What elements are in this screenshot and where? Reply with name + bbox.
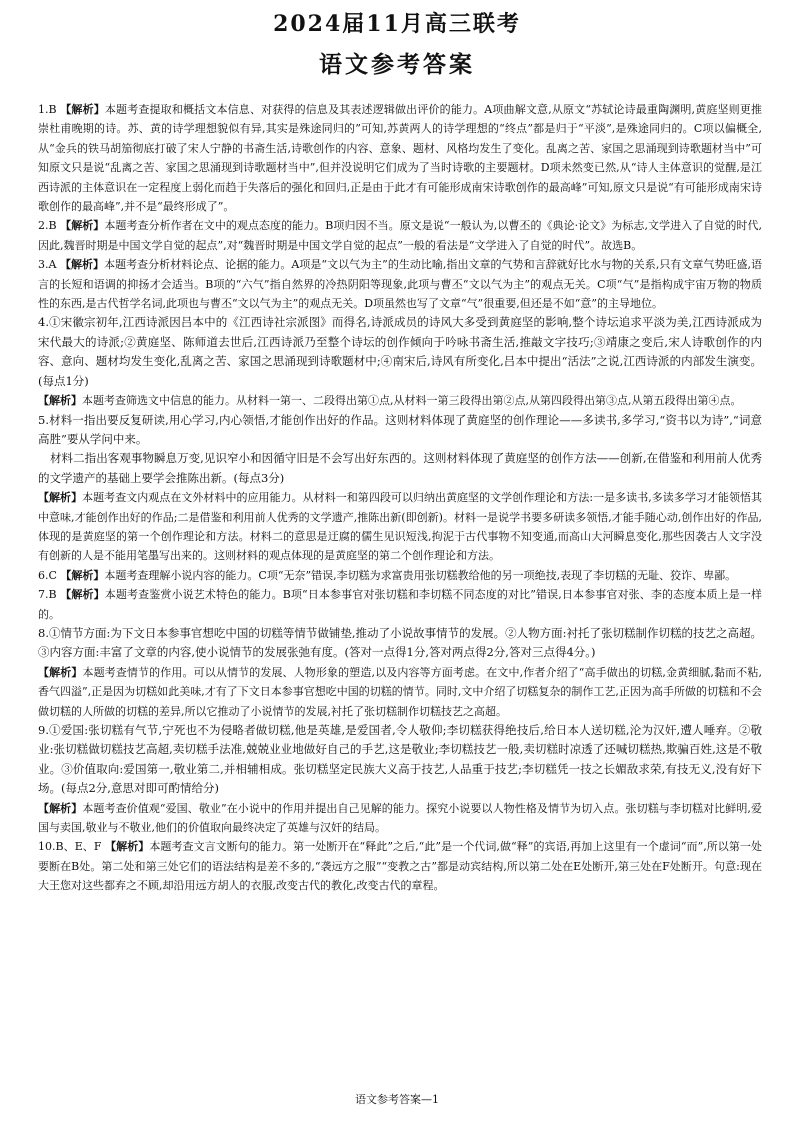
answer-item <box>38 449 762 488</box>
item-number: 5. <box>38 412 49 427</box>
answer-list <box>38 100 762 896</box>
analysis-tag: 【解析】 <box>59 258 105 272</box>
page-footer: 语文参考答案—1 <box>355 1093 439 1106</box>
item-text: 本题考查文言文断句的能力。第一处断开在“释此”之后,“此”是一个代词,做“释”的宾语,再加上这里有一个虚词“而”,所以第一处要断在B处。第二处和第三处它们的语法结构是差不多的,“袭远方之服”“变教之古”都是动宾结构,所以第二处在E处断开,第三处在F处断开。句意:现在大王您对这些都弃之不顾,却沿用远方胡人的衣服,改变古代的教化,改变古代的章程。 <box>38 840 762 893</box>
analysis-tag: 【解析】 <box>38 394 82 408</box>
item-number: 3.A <box>38 258 57 272</box>
answer-item <box>38 100 762 216</box>
item-number: 2.B <box>38 219 57 233</box>
item-number: 1.B <box>38 103 57 116</box>
item-text: 本题考查情节的作用。可以从情节的发展、人物形象的塑造,以及内容等方面考虑。在文中,作者介绍了“高手做出的切糕,金黄细腻,黏而不粘,香气四溢”,正是因为切糕如此美味,才有了下文日本参事官想吃中国的切糕的情节。同时,文中介绍了切糕复杂的制作工艺,正因为高手所做的切糕和不会做切糕的人所做的切糕的差异,所以它推动了小说情节的发展,衬托了张切糕制作切糕技艺之高超。 <box>38 665 762 718</box>
analysis-tag: 【解析】 <box>60 219 105 233</box>
answer-item <box>38 313 762 391</box>
item-number: 6.C <box>38 568 57 582</box>
item-text: 本题考查提取和概括文本信息、对获得的信息及其表述逻辑做出评价的能力。A项曲解文意,从原文“苏轼论诗最重陶渊明,黄庭坚则更推崇杜甫晚期的诗。苏、黄的诗学理想貌似有异,其实是殊途同归的”可知,苏黄两人的诗学理想的“终点”都是归于“平淡”,是殊途同归的。C项以偏概全,从“金兵的铁马胡笳彻底打破了宋人宁静的书斋生活,诗歌创作的内容、意象、题材、风格均发生了变化。乱离之苦、家国之思涌现到诗歌题材当中”可知原文只是说“乱离之苦、家国之思涌现到诗歌题材当中”,但并没说明它们成为了当时诗歌的主要题材。D项未然变已然,从“诗人主体意识的觉醒,是江西诗派的主体意识在一定程度上弱化而趋于失落后的强化和回归,正是由于此才有可能形成南宋诗歌创作的最高峰”可知,原文只是说“有可能形成南宋诗歌创作的最高峰”,并不是“最终形成了”。 <box>38 103 762 214</box>
answer-item <box>38 624 762 663</box>
answer-item <box>38 585 762 624</box>
answer-item <box>38 721 762 799</box>
page-title: 2024届11月高三联考 <box>273 11 521 37</box>
answer-item <box>38 663 762 721</box>
item-number: 8. <box>38 625 49 640</box>
item-text: ①爱国:张切糕有气节,宁死也不为侵略者做切糕,他是英雄,是爱国者,令人敬仰;李切糕获得绝技后,给日本人送切糕,沦为汉奸,遭人唾弃。②敬业:张切糕做切糕技艺高超,卖切糕手法准,兢兢业业地做好自己的手艺,这是敬业;李切糕技艺一般,卖切糕时凉透了还喊切糕热,欺骗百姓,这是不敬业。③价值取向:爱国第一,敬业第二,并相辅相成。张切糕坚定民族大义高于技艺,人品重于技艺;李切糕凭一技之长媚敌求荣,有技无义,没有好下场。(每点2分,意思对即可酌情给分) <box>38 723 762 796</box>
item-number: 7.B <box>38 588 57 602</box>
answer-item <box>38 566 762 585</box>
item-text: ①宋徽宗初年,江西诗派因吕本中的《江西诗社宗派图》而得名,诗派成员的诗风大多受到黄庭坚的影响,整个诗坛追求平淡为美,江西诗派成为宋代最大的诗派;②黄庭坚、陈师道去世后,江西诗派乃至整个诗坛的创作倾向于吟咏书斋生活,推敲文字技巧;③靖康之变后,宋人诗歌创作的内容、意向、题材均发生变化,乱离之苦、家国之思涌现到诗歌题材中;④南宋后,诗风有所变化,吕本中提出“活法”之说,江西诗派的内部发生演变。(每点1分) <box>38 315 762 388</box>
analysis-tag: 【解析】 <box>105 840 150 854</box>
answer-item <box>38 799 762 838</box>
answer-item <box>38 411 762 450</box>
answer-item <box>38 391 762 410</box>
item-text: 本题考查筛选文中信息的能力。从材料一第一、二段得出第①点,从材料一第三段得出第②点,从第四段得出第③点,从第五段得出第④点。 <box>82 394 742 408</box>
page-subtitle: 语文参考答案 <box>319 51 475 78</box>
analysis-tag: 【解析】 <box>38 491 83 505</box>
analysis-tag: 【解析】 <box>38 665 83 679</box>
answer-item <box>38 837 762 895</box>
answer-item <box>38 216 762 255</box>
analysis-tag: 【解析】 <box>60 588 105 602</box>
item-number: 4. <box>38 315 49 330</box>
answer-item <box>38 488 762 566</box>
item-text: 本题考查价值观“爱国、敬业”在小说中的作用并提出自己见解的能力。探究小说要以人物性格及情节为切入点。张切糕与李切糕对比鲜明,爱国与卖国,敬业与不敬业,他们的价值取向最终决定了英雄与汉奸的结局。 <box>38 801 762 835</box>
item-text: 本题考查文内观点在文外材料中的应用能力。从材料一和第四段可以归纳出黄庭坚的文学创作理论和方法:一是多读书,多读多学习才能领悟其中意味,才能创作出好的作品;二是借鉴和利用前人优秀的文学遗产,推陈出新(即创新)。材料一是说学书要多研读多领悟,才能手随心动,创作出好的作品,体现的是黄庭坚的第一个创作理论和方法。材料二的意思是迂腐的儒生见识短浅,拘泥于古代事物不知变通,而高山大河瞬息变化,那些因袭古人文字没有创新的人是不能用笔墨写出来的。这则材料的观点体现的是黄庭坚的第二个创作理论和方法。 <box>38 491 762 563</box>
analysis-tag: 【解析】 <box>60 568 105 582</box>
item-text: 本题考查鉴赏小说艺术特色的能力。B项“日本参事官对张切糕和李切糕不同态度的对比”错误,日本参事官对张、李的态度本质上是一样的。 <box>38 588 762 621</box>
item-text: 本题考查分析作者在文中的观点态度的能力。B项归因不当。原文是说“一般认为,以曹丕的《典论·论文》为标志,文学进入了自觉的时代,因此,魏晋时期是中国文学自觉的起点”,对“魏晋时期是中国文学自觉的起点”一般的看法是“文学进入了自觉的时代”。故选B。 <box>38 219 762 252</box>
analysis-tag: 【解析】 <box>38 801 83 815</box>
item-number: 10.B、E、F <box>38 840 102 854</box>
item-text: ①情节方面:为下文日本参事官想吃中国的切糕等情节做铺垫,推动了小说故事情节的发展。②人物方面:衬托了张切糕制作切糕的技艺之高超。③内容方面:丰富了文章的内容,使小说情节的发展张弛有度。(答对一点得1分,答对两点得2分,答对三点得4分。) <box>38 625 762 660</box>
analysis-tag: 【解析】 <box>60 103 105 116</box>
item-text: 材料二指出客观事物瞬息万变,见识窄小和因循守旧是不会写出好东西的。这则材料体现了黄庭坚的创作方法——创新,在借鉴和利用前人优秀的文学遗产的基础上要学会推陈出新。(每点3分) <box>38 451 762 485</box>
item-text: 本题考查理解小说内容的能力。C项“无奈”错误,李切糕为求富贵用张切糕教给他的另一项绝技,表现了李切糕的无耻、狡诈、卑鄙。 <box>104 568 737 582</box>
item-text: 本题考查分析材料论点、论据的能力。A项是“文以气为主”的生动比喻,指出文章的气势和言辞就好比水与物的关系,只有文章气势旺盛,语言的长短和语调的抑扬才会适当。B项的“六气”指自然界的冷热阴阳等现象,此项与曹丕“文以气为主”的观点无关。C项“气”是指构成宇宙万物的物质性的东西,是古代哲学名词,此项也与曹丕“文以气为主”的观点无关。D项虽然也写了文章“气”很重要,但还是不如“意”的主导地位。 <box>38 258 763 311</box>
item-number: 9. <box>38 723 49 737</box>
item-text: 材料一指出要反复研读,用心学习,内心领悟,才能创作出好的作品。这则材料体现了黄庭坚的创作理论——多读书,多学习,“资书以为诗”,“词意高胜”要从学问中来。 <box>38 412 762 446</box>
answer-item <box>38 255 762 313</box>
